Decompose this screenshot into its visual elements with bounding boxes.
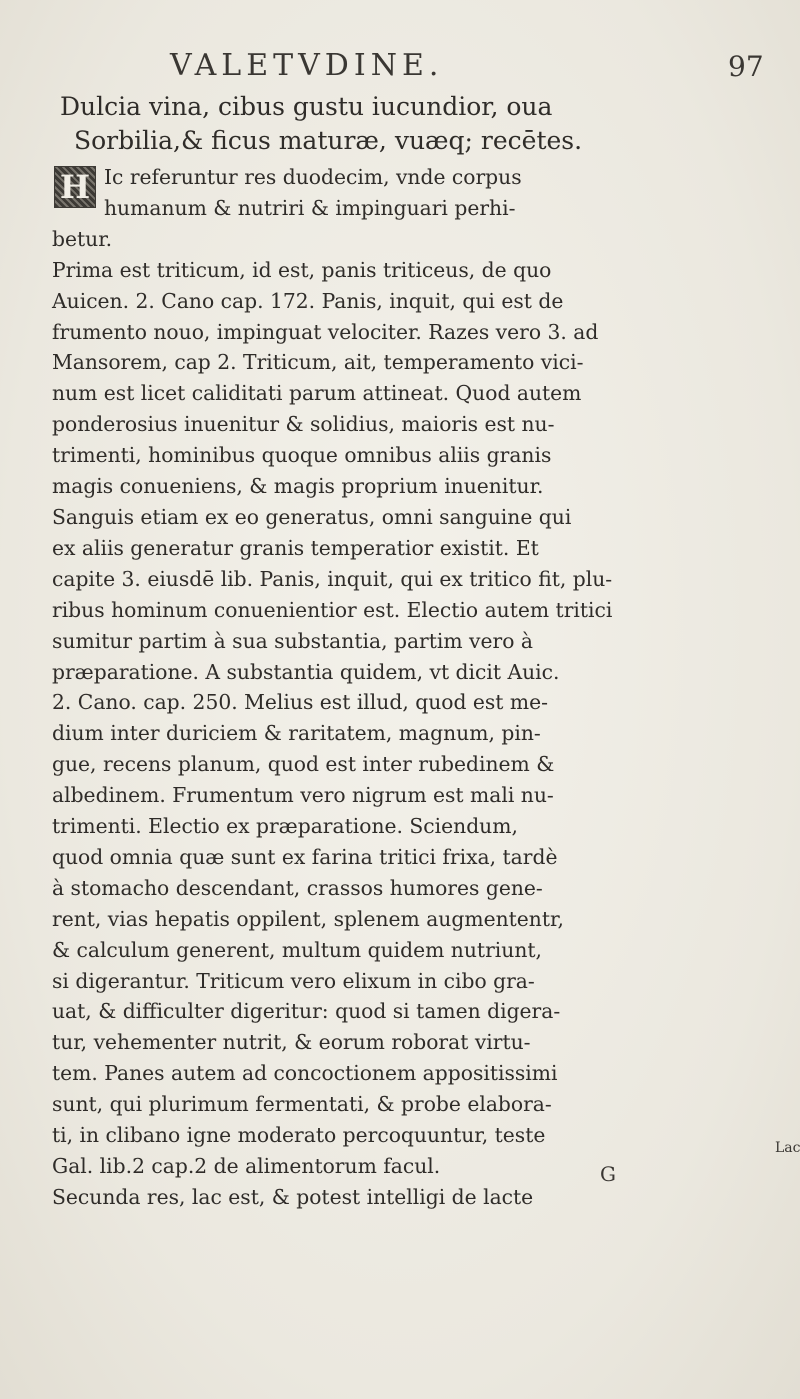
text-line: humanum & nutriri & impinguari perhi- <box>104 195 516 220</box>
text-line: ponderosius inuenitur & solidius, maioris est nu- <box>52 412 555 437</box>
text-line: 2. Cano. cap. 250. Melius est illud, quod est me- <box>52 690 548 715</box>
verse-line: Dulcia vina, cibus gustu iucundior, oua <box>60 92 553 121</box>
text-line: rent, vias hepatis oppilent, splenem augmententr, <box>52 906 564 931</box>
verse-line: Sorbilia,& ficus maturæ, vuæq; recētes. <box>74 126 583 155</box>
text-line: uat, & difficulter digeritur: quod si tamen digera- <box>52 999 561 1024</box>
text-line: ti, in clibano igne moderato percoquuntur, teste <box>52 1123 546 1148</box>
text-line: num est licet caliditati parum attineat. Quod autem <box>52 381 582 406</box>
text-line: sunt, qui plurimum fermentati, & probe elabora- <box>52 1092 552 1117</box>
text-line: præparatione. A substantia quidem, vt dicit Auic. <box>52 659 560 684</box>
text-line: capite 3. eiusdē lib. Panis, inquit, qui ex tritico fit, plu- <box>52 566 613 591</box>
text-line: Gal. lib.2 cap.2 de alimentorum facul. <box>52 1154 441 1178</box>
signature-mark: G <box>600 1162 616 1186</box>
text-line: si digerantur. Triticum vero elixum in cibo gra- <box>52 968 535 993</box>
catchword: Lac <box>775 1140 800 1156</box>
text-line: à stomacho descendant, crassos humores gene- <box>52 875 543 900</box>
text-line: tur, vehementer nutrit, & eorum roborat virtu- <box>52 1030 531 1055</box>
text-line: ex aliis generatur granis temperatior existit. Et <box>52 535 539 560</box>
page-number: 97 <box>728 50 764 83</box>
text-line: sumitur partim à sua substantia, partim vero à <box>52 628 533 653</box>
text-line: quod omnia quæ sunt ex farina tritici frixa, tardè <box>52 844 558 869</box>
text-line: & calculum generent, multum quidem nutriunt, <box>52 937 542 962</box>
text-line: dium inter duriciem & raritatem, magnum, pin- <box>52 721 541 746</box>
text-line: betur. <box>52 226 113 251</box>
text-line: albedinem. Frumentum vero nigrum est mali nu- <box>52 783 554 808</box>
text-line: Ic referuntur res duodecim, vnde corpus <box>104 165 522 189</box>
text-line: trimenti, hominibus quoque omnibus aliis granis <box>52 443 552 468</box>
text-line: ribus hominum conuenientior est. Electio autem tritici <box>52 597 613 622</box>
page-header <box>0 40 800 90</box>
text-line: Mansorem, cap 2. Triticum, ait, temperamento vici- <box>52 350 584 375</box>
text-line: Prima est triticum, id est, panis triticeus, de quo <box>52 257 552 282</box>
running-head: VALETVDINE. <box>170 48 444 83</box>
text-line: tem. Panes autem ad concoctionem appositissimi <box>52 1061 558 1086</box>
text-line: frumento nouo, impinguat velociter. Razes vero 3. ad <box>52 319 599 344</box>
body-text <box>52 162 758 1213</box>
text-line: magis conueniens, & magis proprium inuenitur. <box>52 474 544 499</box>
text-line: Sanguis etiam ex eo generatus, omni sanguine qui <box>52 504 572 529</box>
text-line: Secunda res, lac est, & potest intelligi de lacte <box>52 1184 534 1209</box>
verse-block <box>60 90 760 158</box>
text-line: trimenti. Electio ex præparatione. Sciendum, <box>52 814 518 839</box>
text-line: Auicen. 2. Cano cap. 172. Panis, inquit, qui est de <box>52 288 564 313</box>
decorated-initial: H <box>54 166 96 208</box>
text-line: gue, recens planum, quod est inter rubedinem & <box>52 752 555 777</box>
